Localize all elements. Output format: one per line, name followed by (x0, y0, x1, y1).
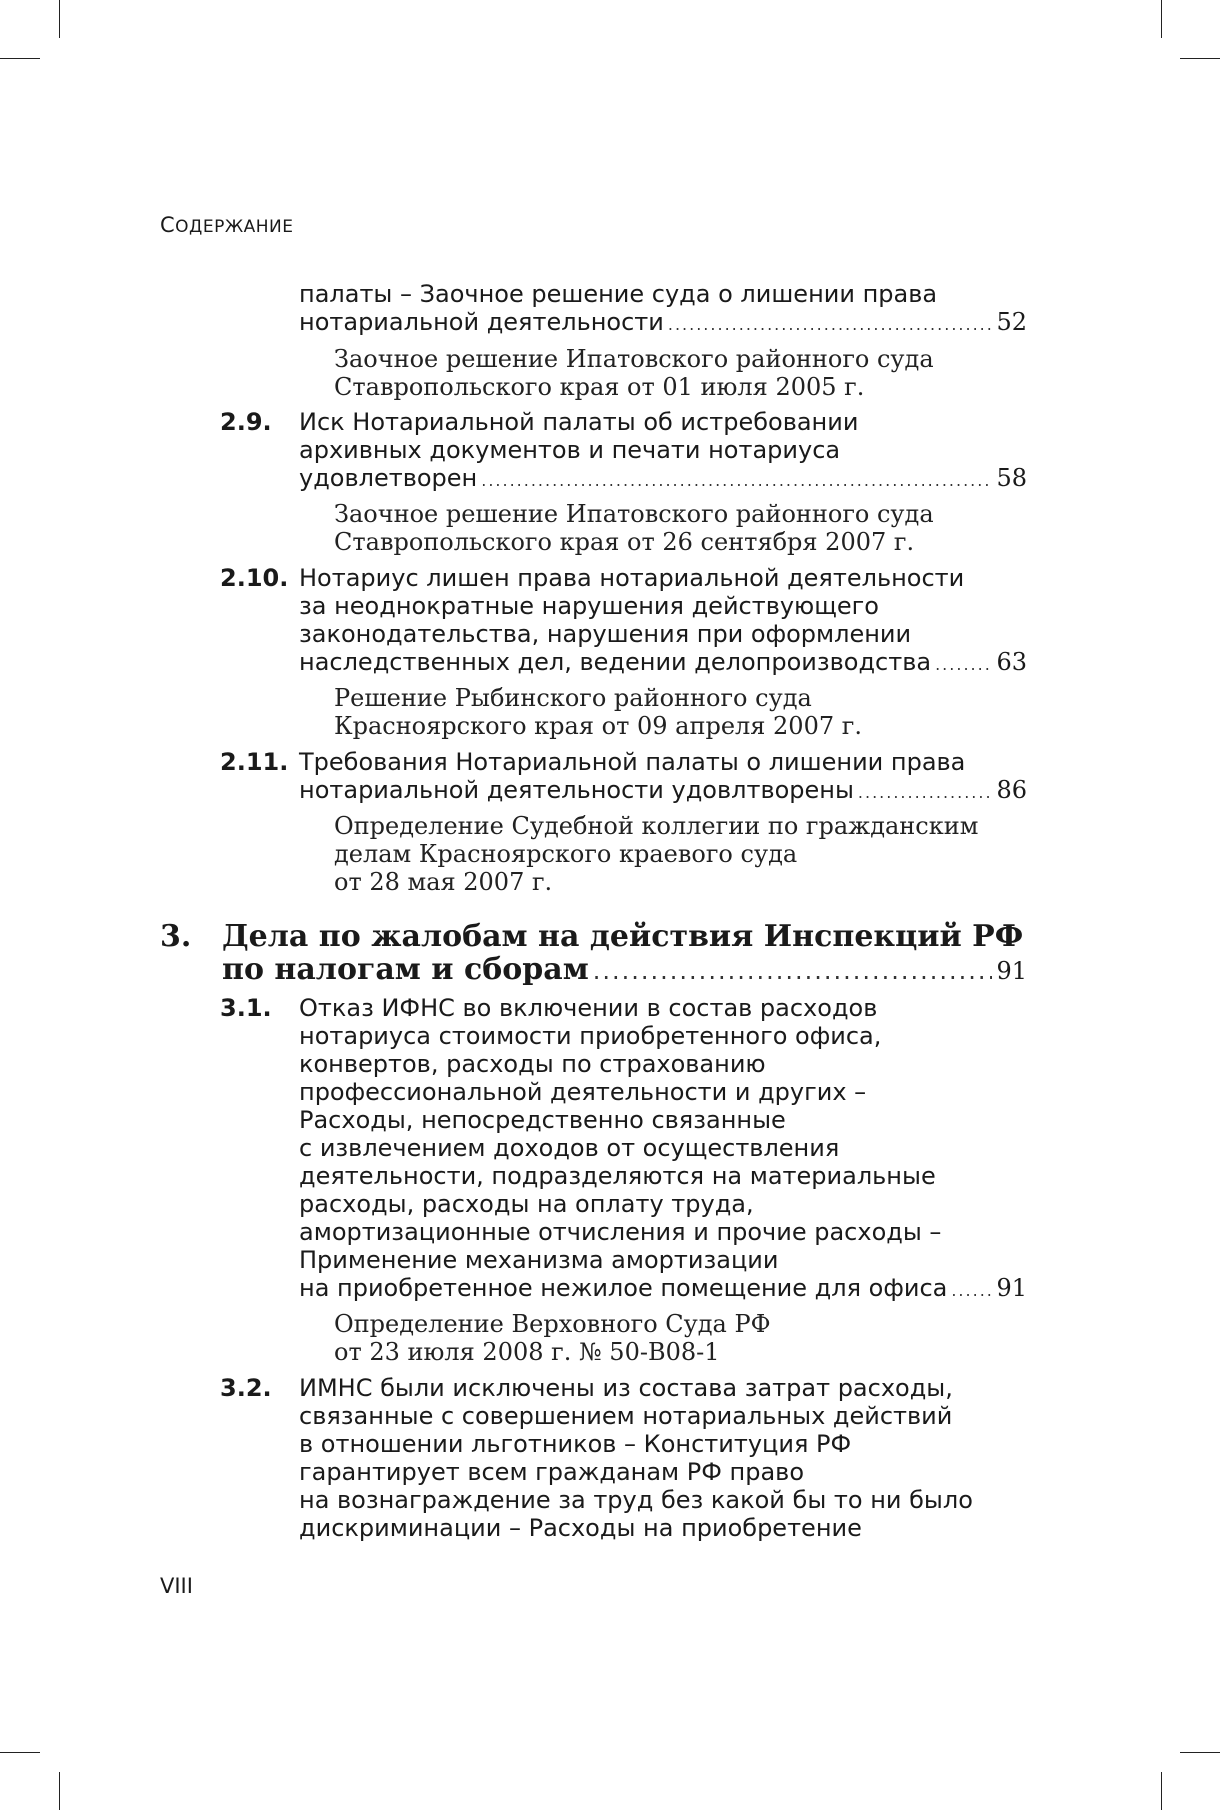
entry-3-2-number: 3.2. (220, 1374, 272, 1402)
section-3-line1: Дела по жалобам на действия Инспекций РФ (222, 919, 1024, 954)
entry-2-9-court1: Заочное решение Ипатовского районного суда (334, 500, 934, 528)
page-number: VIII (160, 1574, 193, 1598)
entry-3-1-title-end: на приобретенное нежилое помещение для офиса (299, 1274, 948, 1302)
entry-continued-page: 52 (996, 308, 1027, 336)
entry-2-10-court1: Решение Рыбинского районного суда (334, 684, 812, 712)
entry-2-10-title-end: наследственных дел, ведении делопроизводства (299, 648, 932, 676)
entry-3-2-line6: дискриминации – Расходы на приобретение (299, 1514, 862, 1542)
section-3-number: 3. (160, 919, 192, 954)
entry-2-11-court2: делам Красноярского краевого суда (334, 840, 798, 868)
crop-mark-top-right-vertical (1161, 0, 1162, 38)
entry-3-2-line1: ИМНС были исключены из состава затрат расходы, (299, 1374, 953, 1402)
entry-2-9-page: 58 (996, 464, 1027, 492)
entry-3-1-page: 91 (996, 1274, 1027, 1302)
entry-2-11-line2 (299, 776, 1027, 804)
section-3-title-end: по налогам и сборам (222, 952, 589, 987)
dot-leader (481, 471, 992, 490)
entry-3-2-line3: в отношении льготников – Конституция РФ (299, 1430, 852, 1458)
entry-3-1-line2: нотариуса стоимости приобретенного офиса, (299, 1022, 882, 1050)
entry-3-1-court2: от 23 июля 2008 г. № 50-В08-1 (334, 1338, 720, 1366)
entry-3-1-line10: Применение механизма амортизации (299, 1246, 779, 1274)
header-initial: С (160, 213, 176, 237)
entry-3-1-line1: Отказ ИФНС во включении в состав расходов (299, 994, 878, 1022)
crop-mark-bottom-left-horizontal (0, 1752, 40, 1753)
entry-2-10-court2: Красноярского края от 09 апреля 2007 г. (334, 712, 862, 740)
entry-continued-line1: палаты – Заочное решение суда о лишении права (299, 280, 938, 308)
entry-2-9-line2: архивных документов и печати нотариуса (299, 436, 841, 464)
section-3-page: 91 (996, 957, 1027, 985)
entry-2-10-line2: за неоднократные нарушения действующего (299, 592, 879, 620)
entry-2-10-number: 2.10. (220, 564, 289, 592)
entry-2-10-line4 (299, 648, 1027, 676)
entry-2-9-court2: Ставропольского края от 26 сентября 2007 г. (334, 528, 915, 556)
entry-2-10-line1: Нотариус лишен права нотариальной деятельности (299, 564, 965, 592)
entry-2-11-number: 2.11. (220, 748, 289, 776)
entry-continued-court2: Ставропольского края от 01 июля 2005 г. (334, 373, 865, 401)
crop-mark-top-left-vertical (59, 0, 60, 38)
entry-3-1-number: 3.1. (220, 994, 272, 1022)
running-header (160, 213, 294, 237)
entry-2-9-line3 (299, 464, 1027, 492)
crop-mark-top-right-horizontal (1180, 58, 1220, 59)
entry-3-1-line4: профессиональной деятельности и других – (299, 1078, 867, 1106)
dot-leader (858, 783, 993, 802)
entry-continued-title-end: нотариальной деятельности (299, 308, 664, 336)
header-rest: ОДЕРЖАНИЕ (175, 217, 294, 237)
entry-3-1-last-line (299, 1274, 1027, 1302)
entry-2-11-title-end: нотариальной деятельности удовлтворены (299, 776, 854, 804)
crop-mark-bottom-right-horizontal (1180, 1752, 1220, 1753)
dot-leader (593, 957, 993, 985)
entry-2-10-page: 63 (996, 648, 1027, 676)
dot-leader (668, 315, 993, 334)
entry-3-2-line2: связанные с совершением нотариальных действий (299, 1402, 953, 1430)
entry-3-1-court1: Определение Верховного Суда РФ (334, 1310, 771, 1338)
entry-3-1-line8: расходы, расходы на оплату труда, (299, 1190, 754, 1218)
entry-3-1-line7: деятельности, подразделяются на материальные (299, 1162, 936, 1190)
entry-3-1-line9: амортизационные отчисления и прочие расходы – (299, 1218, 942, 1246)
entry-2-11-court3: от 28 мая 2007 г. (334, 868, 553, 896)
dot-leader (935, 655, 992, 674)
entry-2-10-line3: законодательства, нарушения при оформлении (299, 620, 912, 648)
entry-continued-court1: Заочное решение Ипатовского районного суда (334, 345, 934, 373)
entry-2-11-court1: Определение Судебной коллегии по гражданским (334, 812, 979, 840)
entry-2-9-number: 2.9. (220, 408, 272, 436)
crop-mark-top-left-horizontal (0, 58, 40, 59)
section-3-line2 (222, 953, 1027, 987)
entry-2-9-line1: Иск Нотариальной палаты об истребовании (299, 408, 859, 436)
entry-2-9-title-end: удовлетворен (299, 464, 478, 492)
entry-3-1-line3: конвертов, расходы по страхованию (299, 1050, 766, 1078)
dot-leader (951, 1281, 992, 1300)
entry-3-1-line6: с извлечением доходов от осуществления (299, 1134, 840, 1162)
entry-continued-line2 (299, 308, 1027, 336)
entry-2-11-line1: Требования Нотариальной палаты о лишении права (299, 748, 966, 776)
entry-2-11-page: 86 (996, 776, 1027, 804)
entry-3-2-line4: гарантирует всем гражданам РФ право (299, 1458, 805, 1486)
crop-mark-bottom-right-vertical (1161, 1772, 1162, 1810)
entry-3-2-line5: на вознаграждение за труд без какой бы то ни было (299, 1486, 973, 1514)
crop-mark-bottom-left-vertical (59, 1772, 60, 1810)
entry-3-1-line5: Расходы, непосредственно связанные (299, 1106, 786, 1134)
